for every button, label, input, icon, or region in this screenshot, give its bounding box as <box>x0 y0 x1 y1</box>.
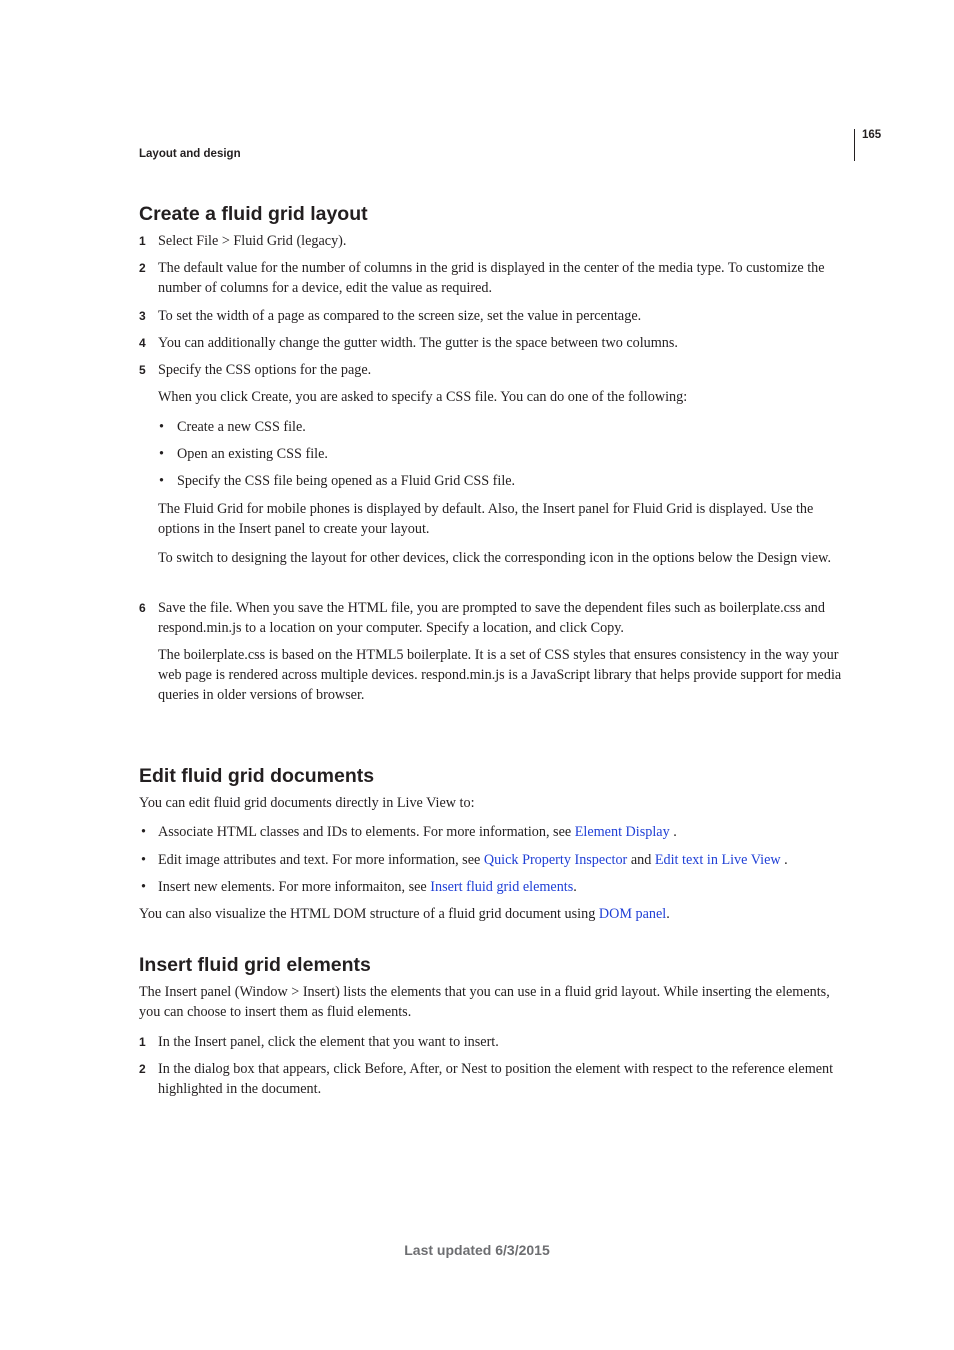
step-text: To set the width of a page as compared to the screen size, set the value in percentage. <box>158 308 642 324</box>
step-text: In the dialog box that appears, click Before, After, or Nest to position the element with respect to the reference element highlighted in the document. <box>158 1061 834 1097</box>
bullet-item: Create a new CSS file. <box>177 419 306 435</box>
bullet-text: . <box>669 824 677 840</box>
bullet-marker: • <box>141 852 146 868</box>
heading-create-fluid-grid: Create a fluid grid layout <box>139 203 368 225</box>
step-number: 3 <box>139 309 146 323</box>
step5-paragraph: When you click Create, you are asked to specify a CSS file. You can do one of the following: <box>158 389 688 405</box>
step-number: 2 <box>139 261 146 275</box>
step-text: Select File > Fluid Grid (legacy). <box>158 233 347 249</box>
bullet-text: Insert new elements. For more informaiton, see <box>158 879 431 895</box>
step-number: 6 <box>139 601 146 615</box>
page-number: 165 <box>862 129 882 141</box>
bullet-marker: • <box>141 879 146 895</box>
running-header: Layout and design <box>139 148 241 160</box>
bullet-marker: • <box>159 419 164 435</box>
paragraph <box>139 904 851 924</box>
link-dom-panel[interactable]: DOM panel <box>598 906 667 922</box>
footer-last-updated: Last updated 6/3/2015 <box>404 1242 550 1258</box>
step-text: You can additionally change the gutter width. The gutter is the space between two columns. <box>158 335 678 351</box>
bullet-text: Associate HTML classes and IDs to elements. For more information, see <box>158 824 575 840</box>
paragraph-text: . <box>666 906 670 922</box>
paragraph: The Fluid Grid for mobile phones is displayed by default. Also, the Insert panel for Fluid Grid is displayed. Use the options in the Insert panel to create your layout. <box>158 501 814 537</box>
bullet-item <box>158 877 850 897</box>
paragraph-text: You can also visualize the HTML DOM structure of a fluid grid document using <box>139 906 599 922</box>
paragraph: The Insert panel (Window > Insert) lists the elements that you can use in a fluid grid layout. While inserting the elements, you can choose to insert them as fluid elements. <box>139 984 830 1020</box>
bullet-text: . <box>573 879 577 895</box>
step-number: 4 <box>139 336 146 350</box>
step-number: 5 <box>139 363 146 377</box>
paragraph: To switch to designing the layout for other devices, click the corresponding icon in the options below the Design view. <box>158 550 832 566</box>
bullet-marker: • <box>159 446 164 462</box>
bullet-marker: • <box>141 824 146 840</box>
step-text: Specify the CSS options for the page. <box>158 362 372 378</box>
heading-edit-fluid-grid: Edit fluid grid documents <box>139 765 375 787</box>
step-text: The default value for the number of columns in the grid is displayed in the center of the media type. To customize the number of columns for a device, edit the value as required. <box>158 260 825 296</box>
bullet-item: Specify the CSS file being opened as a Fluid Grid CSS file. <box>177 473 516 489</box>
step-number: 1 <box>139 1035 146 1049</box>
bullet-item <box>158 822 850 842</box>
bullet-item <box>158 850 850 870</box>
header-rule <box>854 129 855 161</box>
step-text: Save the file. When you save the HTML file, you are prompted to save the dependent files such as boilerplate.css and respond.min.js to a location on your computer. Specify a location, and click Copy. <box>158 600 825 636</box>
bullet-text: and <box>627 852 655 868</box>
step-number: 1 <box>139 234 146 248</box>
bullet-text: . <box>780 852 788 868</box>
link-quick-property-inspector[interactable]: Quick Property Inspector <box>483 852 628 868</box>
link-insert-fluid-grid-elements[interactable]: Insert fluid grid elements <box>430 879 574 895</box>
paragraph: The boilerplate.css is based on the HTML5 boilerplate. It is a set of CSS styles that ensures consistency in the way your web page is rendered across multiple devices. respond.min.js is a JavaScript library that helps provide support for media queries in older versions of browser. <box>158 647 842 703</box>
step-number: 2 <box>139 1062 146 1076</box>
bullet-item: Open an existing CSS file. <box>177 446 328 462</box>
step-text: In the Insert panel, click the element that you want to insert. <box>158 1034 499 1050</box>
bullet-marker: • <box>159 473 164 489</box>
bullet-text: Edit image attributes and text. For more information, see <box>158 852 484 868</box>
paragraph: You can edit fluid grid documents directly in Live View to: <box>139 795 475 811</box>
heading-insert-fluid-grid: Insert fluid grid elements <box>139 954 371 976</box>
link-element-display[interactable]: Element Display <box>574 824 670 840</box>
link-edit-text-live-view[interactable]: Edit text in Live View <box>654 852 781 868</box>
